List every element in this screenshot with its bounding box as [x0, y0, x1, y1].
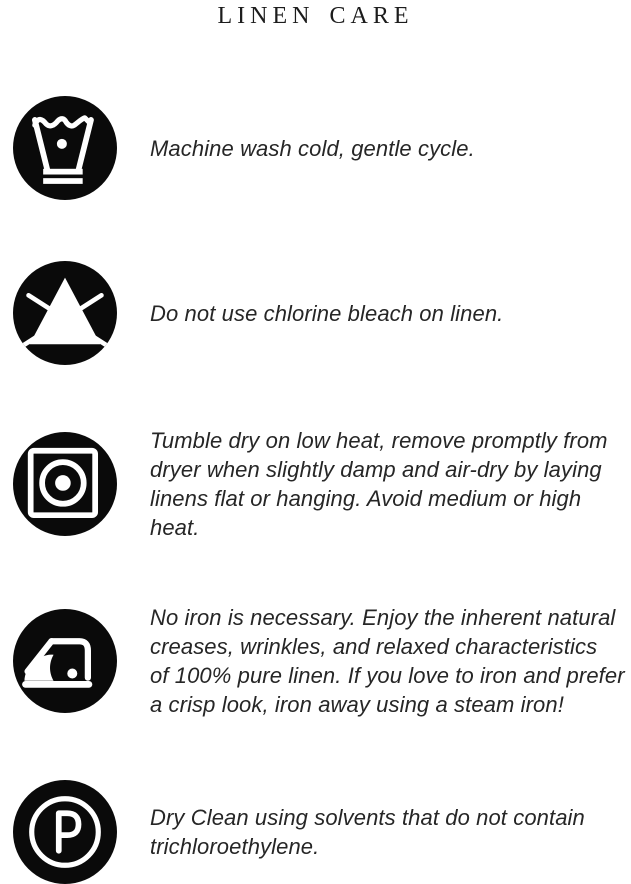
no-bleach-icon-circle: [13, 261, 117, 365]
page-title: LINEN CARE: [217, 3, 414, 29]
care-instruction-row: [13, 426, 631, 542]
care-line: heat.: [150, 515, 200, 540]
care-instruction-row: [13, 96, 631, 200]
care-line: Dry Clean using solvents that do not contain: [150, 805, 585, 830]
care-line: No iron is necessary. Enjoy the inherent natural: [150, 605, 616, 630]
machine-wash-icon-circle: [13, 96, 117, 200]
care-line: linens flat or hanging. Avoid medium or high: [150, 486, 582, 511]
no-bleach-icon: [13, 261, 117, 365]
care-line: Do not use chlorine bleach on linen.: [150, 300, 504, 326]
care-instruction-text: [150, 299, 503, 328]
care-line: of 100% pure linen. If you love to iron and prefer: [150, 663, 625, 688]
care-line: Machine wash cold, gentle cycle.: [150, 135, 475, 161]
care-instruction-text: [150, 426, 608, 542]
care-line: a crisp look, iron away using a steam iron!: [150, 692, 564, 717]
care-instructions-list: [0, 96, 631, 884]
care-instruction-row: [13, 261, 631, 365]
care-instruction-text: [150, 134, 475, 163]
care-instruction-row: [13, 780, 631, 884]
machine-wash-icon: [13, 96, 117, 200]
dry-clean-icon-circle: [13, 780, 117, 884]
care-line: trichloroethylene.: [150, 834, 320, 859]
dry-clean-icon: [13, 780, 117, 884]
care-line: creases, wrinkles, and relaxed characteristics: [150, 634, 598, 659]
care-instruction-text: [150, 803, 585, 861]
tumble-dry-icon-circle: [13, 432, 117, 536]
tumble-dry-icon: [13, 432, 117, 536]
iron-icon-circle: [13, 609, 117, 713]
care-line: dryer when slightly damp and air-dry by laying: [150, 457, 602, 482]
care-instruction-text: [150, 603, 625, 719]
care-line: Tumble dry on low heat, remove promptly from: [150, 428, 608, 453]
care-instruction-row: [13, 603, 631, 719]
iron-icon: [13, 609, 117, 713]
